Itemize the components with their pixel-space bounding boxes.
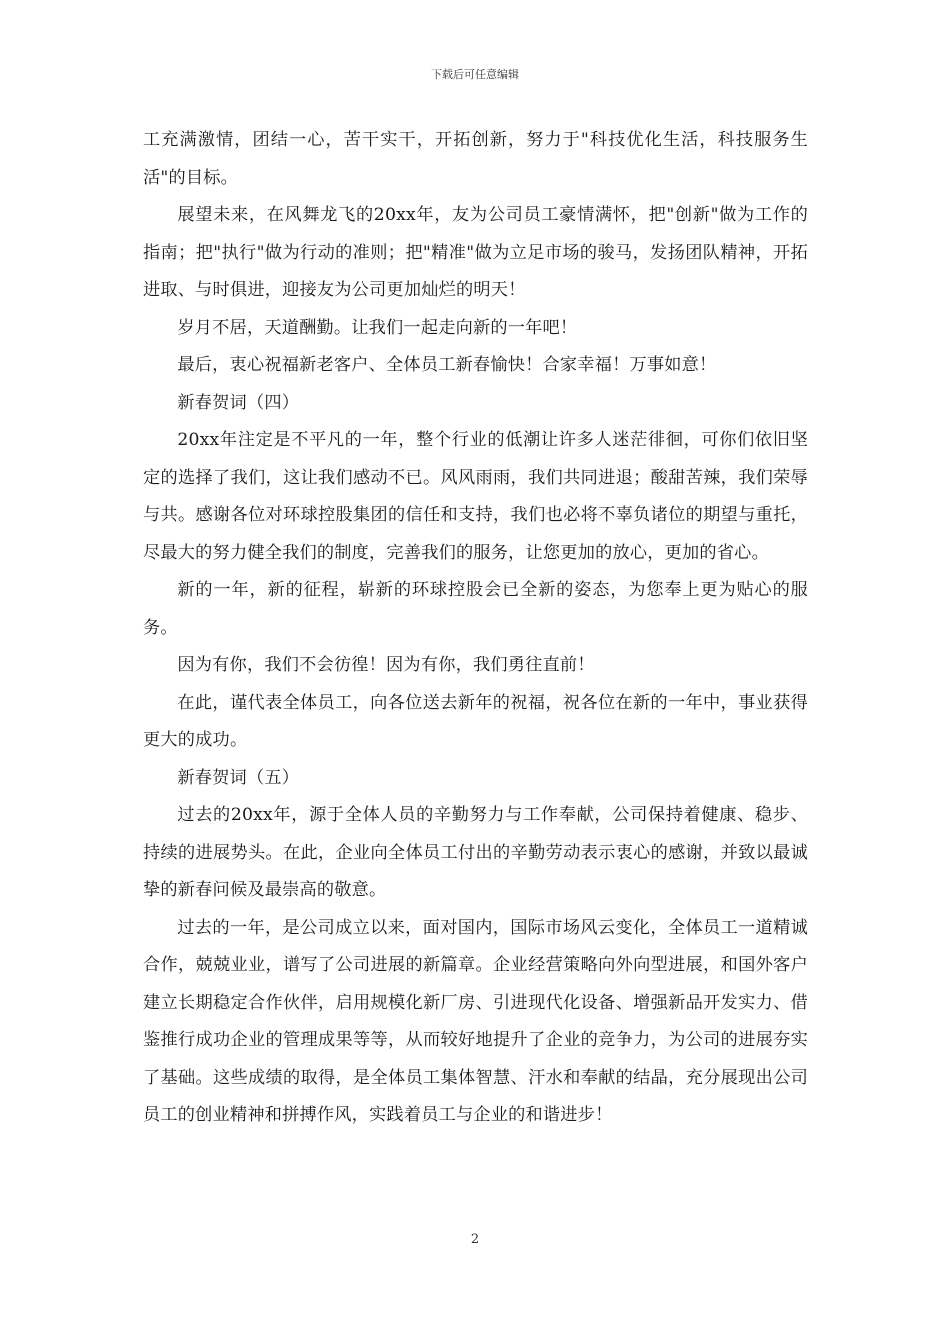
- paragraph: 20xx年注定是不平凡的一年，整个行业的低潮让许多人迷茫徘徊，可你们依旧坚定的选择了我们，这让我们感动不已。风风雨雨，我们共同进退；酸甜苦辣，我们荣辱与共。感谢各位对环球控股集团的信任和支持，我们也必将不辜负诸位的期望与重托，尽最大的努力健全我们的制度，完善我们的服务，让您更加的放心，更加的省心。: [143, 430, 808, 563]
- paragraph: 最后，衷心祝福新老客户、全体员工新春愉快！合家幸福！万事如意！: [177, 355, 717, 375]
- paragraph: 新的一年，新的征程，崭新的环球控股会已全新的姿态，为您奉上更为贴心的服务。: [143, 580, 808, 638]
- paragraph-continuation: 工充满激情，团结一心，苦干实干，开拓创新，努力于"科技优化生活，科技服务生活"的目标。: [143, 130, 808, 188]
- paragraph: 因为有你，我们不会彷徨！因为有你，我们勇往直前！: [177, 655, 595, 675]
- paragraph: 岁月不居，天道酬勤。让我们一起走向新的一年吧！: [177, 317, 578, 338]
- page-header-note: 下载后可任意编辑: [431, 68, 519, 81]
- page-number: 2: [470, 1232, 480, 1247]
- paragraph: 过去的20xx年，源于全体人员的辛勤努力与工作奉献，公司保持着健康、稳步、持续的进展势头。在此，企业向全体员工付出的辛勤劳动表示衷心的感谢，并致以最诚挚的新春问候及最崇高的敬意。: [143, 805, 808, 900]
- document-body: [143, 122, 808, 1135]
- paragraph: 展望未来，在风舞龙飞的20xx年，友为公司员工豪情满怀，把"创新"做为工作的指南；把"执行"做为行动的准则；把"精准"做为立足市场的骏马，发扬团队精神，开拓进取、与时俱进，迎接友为公司更加灿烂的明天！: [143, 205, 808, 300]
- section-heading: 新春贺词（五）: [177, 767, 300, 788]
- paragraph: 在此，谨代表全体员工，向各位送去新年的祝福，祝各位在新的一年中，事业获得更大的成功。: [143, 692, 808, 750]
- section-heading: 新春贺词（四）: [177, 392, 300, 413]
- paragraph: 过去的一年，是公司成立以来，面对国内，国际市场风云变化，全体员工一道精诚合作，兢兢业业，谱写了公司进展的新篇章。企业经营策略向外向型进展，和国外客户建立长期稳定合作伙伴，启用规模化新厂房、引进现代化设备、增强新品开发实力、借鉴推行成功企业的管理成果等等，从而较好地提升了企业的竞争力，为公司的进展夯实了基础。这些成绩的取得，是全体员工集体智慧、汗水和奉献的结晶，充分展现出公司员工的创业精神和拼搏作风，实践着员工与企业的和谐进步！: [143, 917, 808, 1125]
